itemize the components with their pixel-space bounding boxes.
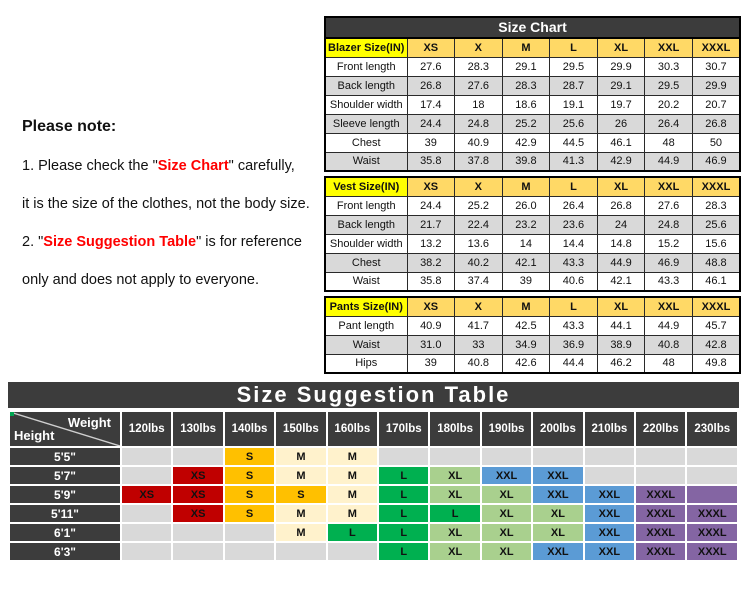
note-highlight-suggestion-table: Size Suggestion Table <box>43 234 197 250</box>
size-column-header: XS <box>407 38 455 57</box>
size-column-header: XXXL <box>692 38 740 57</box>
size-cell-l: L <box>378 523 429 542</box>
weight-header: 140lbs <box>224 411 275 447</box>
size-cell-empty <box>429 447 480 466</box>
measurement-value: 38.9 <box>597 335 645 354</box>
measurement-value: 33 <box>455 335 503 354</box>
section-header-row <box>325 297 740 316</box>
measurement-value: 25.2 <box>502 114 550 133</box>
measurement-value: 20.7 <box>692 95 740 114</box>
measurement-value: 41.7 <box>455 316 503 335</box>
height-axis-label: Height <box>14 428 55 443</box>
measurement-value: 48 <box>645 133 693 152</box>
size-cell-empty <box>327 542 378 561</box>
corner-cell <box>9 411 121 447</box>
measurement-value: 46.1 <box>597 133 645 152</box>
height-header: 6'3" <box>9 542 121 561</box>
measurement-value: 40.9 <box>455 133 503 152</box>
size-cell-xxxl: XXXL <box>635 542 686 561</box>
measurement-value: 15.2 <box>645 234 693 253</box>
measurement-value: 49.8 <box>692 354 740 373</box>
size-cell-l: L <box>429 504 480 523</box>
measurement-value: 34.9 <box>502 335 550 354</box>
size-cell-xxxl: XXXL <box>635 485 686 504</box>
measurement-label: Sleeve length <box>325 114 407 133</box>
section-header-row <box>325 177 740 196</box>
measurement-value: 41.3 <box>550 152 598 171</box>
measurement-value: 39 <box>502 272 550 291</box>
measurement-value: 29.9 <box>597 57 645 76</box>
size-cell-empty <box>121 504 172 523</box>
size-cell-xl: XL <box>481 542 532 561</box>
note-line-3 <box>22 233 326 251</box>
size-cell-empty <box>686 466 738 485</box>
measurement-row <box>325 316 740 335</box>
measurement-label: Shoulder width <box>325 95 407 114</box>
size-cell-empty <box>121 542 172 561</box>
size-column-header: XS <box>407 297 455 316</box>
measurement-value: 40.8 <box>645 335 693 354</box>
note-highlight-size-chart: Size Chart <box>157 158 229 174</box>
measurement-value: 43.3 <box>550 253 598 272</box>
size-column-header: XL <box>597 38 645 57</box>
size-cell-xl: XL <box>481 485 532 504</box>
measurement-value: 25.6 <box>550 114 598 133</box>
size-chart-section-2 <box>324 296 741 374</box>
measurement-value: 29.1 <box>502 57 550 76</box>
size-column-header: X <box>455 177 503 196</box>
section-header-row <box>325 38 740 57</box>
measurement-value: 26.0 <box>502 196 550 215</box>
size-cell-l: L <box>378 542 429 561</box>
size-cell-s: S <box>224 504 275 523</box>
measurement-value: 28.3 <box>455 57 503 76</box>
measurement-value: 39 <box>407 354 455 373</box>
note-line-2: it is the size of the clothes, not the body size. <box>22 196 310 212</box>
measurement-value: 31.0 <box>407 335 455 354</box>
size-cell-l: L <box>378 466 429 485</box>
size-chart <box>324 16 741 374</box>
size-column-header: X <box>455 297 503 316</box>
measurement-row <box>325 76 740 95</box>
measurement-value: 45.7 <box>692 316 740 335</box>
size-cell-empty <box>686 485 738 504</box>
height-header: 5'7" <box>9 466 121 485</box>
size-cell-xs: XS <box>172 466 223 485</box>
measurement-value: 35.8 <box>407 152 455 171</box>
measurement-value: 50 <box>692 133 740 152</box>
height-header: 6'1" <box>9 523 121 542</box>
measurement-value: 23.6 <box>550 215 598 234</box>
measurement-value: 26.4 <box>550 196 598 215</box>
size-cell-empty <box>378 447 429 466</box>
suggestion-body <box>9 411 738 561</box>
suggestion-row <box>9 523 738 542</box>
size-cell-xxxl: XXXL <box>635 504 686 523</box>
measurement-row <box>325 57 740 76</box>
size-cell-empty <box>121 447 172 466</box>
size-cell-xxl: XXL <box>481 466 532 485</box>
measurement-value: 28.3 <box>502 76 550 95</box>
suggestion-row <box>9 542 738 561</box>
measurement-value: 38.2 <box>407 253 455 272</box>
section-header-label: Vest Size(IN) <box>325 177 407 196</box>
size-cell-empty <box>584 466 635 485</box>
size-cell-s: S <box>224 466 275 485</box>
size-cell-xl: XL <box>429 542 480 561</box>
size-cell-xxxl: XXXL <box>686 542 738 561</box>
measurement-label: Chest <box>325 133 407 152</box>
measurement-value: 18.6 <box>502 95 550 114</box>
measurement-value: 42.6 <box>502 354 550 373</box>
measurement-value: 30.7 <box>692 57 740 76</box>
suggestion-row <box>9 485 738 504</box>
size-column-header: L <box>550 38 598 57</box>
size-cell-m: M <box>327 466 378 485</box>
measurement-value: 43.3 <box>550 316 598 335</box>
size-cell-xxl: XXL <box>584 542 635 561</box>
size-chart-title: Size Chart <box>324 16 741 37</box>
measurement-value: 24.8 <box>645 215 693 234</box>
weight-header: 160lbs <box>327 411 378 447</box>
size-cell-xxl: XXL <box>584 523 635 542</box>
measurement-value: 29.5 <box>645 76 693 95</box>
measurement-value: 46.2 <box>597 354 645 373</box>
size-chart-section-1 <box>324 176 741 292</box>
size-cell-empty <box>172 523 223 542</box>
measurement-value: 48 <box>645 354 693 373</box>
measurement-row <box>325 335 740 354</box>
measurement-value: 40.6 <box>550 272 598 291</box>
weight-axis-label: Weight <box>67 415 111 430</box>
measurement-value: 35.8 <box>407 272 455 291</box>
measurement-value: 26.8 <box>692 114 740 133</box>
note-line-4: only and does not apply to everyone. <box>22 272 259 288</box>
size-column-header: X <box>455 38 503 57</box>
measurement-value: 29.1 <box>597 76 645 95</box>
measurement-value: 13.2 <box>407 234 455 253</box>
size-cell-empty <box>584 447 635 466</box>
measurement-value: 30.3 <box>645 57 693 76</box>
size-column-header: XXL <box>645 38 693 57</box>
measurement-row <box>325 234 740 253</box>
measurement-value: 39.8 <box>502 152 550 171</box>
note-text: " is for reference <box>196 234 302 250</box>
measurement-row <box>325 215 740 234</box>
suggestion-title: Size Suggestion Table <box>8 382 739 408</box>
measurement-label: Waist <box>325 272 407 291</box>
size-cell-m: M <box>275 447 326 466</box>
measurement-row <box>325 152 740 171</box>
measurement-value: 37.4 <box>455 272 503 291</box>
size-column-header: XXL <box>645 297 693 316</box>
measurement-value: 39 <box>407 133 455 152</box>
weight-header: 130lbs <box>172 411 223 447</box>
note-text: 1. Please check the " <box>22 158 158 174</box>
measurement-value: 24.4 <box>407 196 455 215</box>
size-cell-xl: XL <box>429 485 480 504</box>
measurement-row <box>325 354 740 373</box>
size-cell-m: M <box>327 504 378 523</box>
section-header-label: Blazer Size(IN) <box>325 38 407 57</box>
size-chart-section-0 <box>324 37 741 172</box>
measurement-value: 42.1 <box>502 253 550 272</box>
measurement-value: 44.9 <box>645 316 693 335</box>
size-column-header: XXXL <box>692 177 740 196</box>
size-column-header: L <box>550 297 598 316</box>
weight-header: 180lbs <box>429 411 480 447</box>
suggestion-grid <box>8 410 739 562</box>
measurement-value: 15.6 <box>692 234 740 253</box>
size-cell-empty <box>224 542 275 561</box>
weight-header: 210lbs <box>584 411 635 447</box>
measurement-label: Waist <box>325 335 407 354</box>
size-cell-xxxl: XXXL <box>635 523 686 542</box>
measurement-value: 42.1 <box>597 272 645 291</box>
weight-header: 120lbs <box>121 411 172 447</box>
size-cell-xs: XS <box>121 485 172 504</box>
size-cell-xxl: XXL <box>532 542 583 561</box>
weight-header: 190lbs <box>481 411 532 447</box>
measurement-label: Back length <box>325 215 407 234</box>
measurement-value: 29.9 <box>692 76 740 95</box>
size-column-header: XS <box>407 177 455 196</box>
size-cell-empty <box>481 447 532 466</box>
measurement-value: 37.8 <box>455 152 503 171</box>
size-cell-m: M <box>275 466 326 485</box>
size-cell-empty <box>172 542 223 561</box>
section-header-label: Pants Size(IN) <box>325 297 407 316</box>
measurement-value: 28.7 <box>550 76 598 95</box>
size-cell-empty <box>275 542 326 561</box>
note-text: " carefully, <box>228 158 295 174</box>
size-cell-m: M <box>327 447 378 466</box>
size-cell-xxl: XXL <box>532 485 583 504</box>
measurement-label: Front length <box>325 196 407 215</box>
measurement-value: 13.6 <box>455 234 503 253</box>
size-cell-xl: XL <box>532 504 583 523</box>
size-chart-sections <box>324 37 741 374</box>
size-cell-empty <box>686 447 738 466</box>
weight-header: 170lbs <box>378 411 429 447</box>
measurement-row <box>325 272 740 291</box>
measurement-value: 21.7 <box>407 215 455 234</box>
measurement-value: 26 <box>597 114 645 133</box>
measurement-value: 27.6 <box>645 196 693 215</box>
size-cell-m: M <box>327 485 378 504</box>
measurement-value: 46.9 <box>692 152 740 171</box>
measurement-value: 36.9 <box>550 335 598 354</box>
size-column-header: XXXL <box>692 297 740 316</box>
size-cell-xxl: XXL <box>532 466 583 485</box>
height-header: 5'9" <box>9 485 121 504</box>
size-cell-xl: XL <box>429 523 480 542</box>
measurement-value: 40.2 <box>455 253 503 272</box>
size-cell-l: L <box>378 504 429 523</box>
size-cell-xl: XL <box>429 466 480 485</box>
measurement-value: 22.4 <box>455 215 503 234</box>
measurement-value: 42.8 <box>692 335 740 354</box>
measurement-row <box>325 114 740 133</box>
size-cell-xs: XS <box>172 485 223 504</box>
note-line-1 <box>22 157 326 175</box>
size-cell-empty <box>224 523 275 542</box>
measurement-value: 42.5 <box>502 316 550 335</box>
size-cell-l: L <box>327 523 378 542</box>
measurement-label: Chest <box>325 253 407 272</box>
measurement-value: 44.1 <box>597 316 645 335</box>
measurement-row <box>325 95 740 114</box>
measurement-value: 26.8 <box>407 76 455 95</box>
measurement-value: 40.9 <box>407 316 455 335</box>
measurement-value: 46.1 <box>692 272 740 291</box>
measurement-value: 44.5 <box>550 133 598 152</box>
measurement-value: 44.4 <box>550 354 598 373</box>
size-cell-m: M <box>275 504 326 523</box>
size-column-header: XL <box>597 297 645 316</box>
measurement-value: 43.3 <box>645 272 693 291</box>
measurement-value: 24 <box>597 215 645 234</box>
measurement-value: 46.9 <box>645 253 693 272</box>
measurement-value: 44.9 <box>597 253 645 272</box>
suggestion-header-row <box>9 411 738 447</box>
size-column-header: M <box>502 297 550 316</box>
note-text: 2. " <box>22 234 44 250</box>
height-header: 5'5" <box>9 447 121 466</box>
size-cell-empty <box>635 466 686 485</box>
size-cell-xxxl: XXXL <box>686 523 738 542</box>
size-cell-empty <box>532 447 583 466</box>
size-cell-xs: XS <box>172 504 223 523</box>
measurement-label: Hips <box>325 354 407 373</box>
measurement-value: 27.6 <box>407 57 455 76</box>
measurement-value: 29.5 <box>550 57 598 76</box>
measurement-value: 42.9 <box>597 152 645 171</box>
size-column-header: L <box>550 177 598 196</box>
size-suggestion-table <box>8 382 739 562</box>
measurement-value: 24.4 <box>407 114 455 133</box>
size-cell-xxl: XXL <box>584 485 635 504</box>
size-cell-empty <box>121 466 172 485</box>
measurement-value: 25.6 <box>692 215 740 234</box>
measurement-value: 14.8 <box>597 234 645 253</box>
measurement-value: 20.2 <box>645 95 693 114</box>
size-cell-s: S <box>224 485 275 504</box>
measurement-value: 40.8 <box>455 354 503 373</box>
size-cell-empty <box>172 447 223 466</box>
measurement-value: 26.4 <box>645 114 693 133</box>
measurement-value: 19.7 <box>597 95 645 114</box>
weight-header: 230lbs <box>686 411 738 447</box>
suggestion-row <box>9 466 738 485</box>
measurement-value: 44.9 <box>645 152 693 171</box>
measurement-label: Waist <box>325 152 407 171</box>
size-cell-l: L <box>378 485 429 504</box>
size-cell-xxxl: XXXL <box>686 504 738 523</box>
size-cell-empty <box>121 523 172 542</box>
measurement-row <box>325 133 740 152</box>
height-header: 5'11" <box>9 504 121 523</box>
suggestion-row <box>9 447 738 466</box>
measurement-row <box>325 253 740 272</box>
measurement-value: 24.8 <box>455 114 503 133</box>
measurement-value: 26.8 <box>597 196 645 215</box>
measurement-value: 23.2 <box>502 215 550 234</box>
note-block <box>22 118 326 309</box>
measurement-row <box>325 196 740 215</box>
weight-header: 220lbs <box>635 411 686 447</box>
note-title: Please note: <box>22 118 117 135</box>
measurement-value: 48.8 <box>692 253 740 272</box>
size-cell-xl: XL <box>481 523 532 542</box>
measurement-label: Back length <box>325 76 407 95</box>
size-column-header: M <box>502 177 550 196</box>
size-cell-xxl: XXL <box>584 504 635 523</box>
size-cell-xl: XL <box>532 523 583 542</box>
measurement-value: 25.2 <box>455 196 503 215</box>
weight-header: 150lbs <box>275 411 326 447</box>
corner-marker-icon <box>10 412 14 416</box>
suggestion-row <box>9 504 738 523</box>
measurement-value: 18 <box>455 95 503 114</box>
size-column-header: M <box>502 38 550 57</box>
weight-header: 200lbs <box>532 411 583 447</box>
size-cell-s: S <box>275 485 326 504</box>
size-cell-xl: XL <box>481 504 532 523</box>
measurement-value: 42.9 <box>502 133 550 152</box>
measurement-label: Pant length <box>325 316 407 335</box>
measurement-value: 14 <box>502 234 550 253</box>
measurement-value: 27.6 <box>455 76 503 95</box>
size-column-header: XL <box>597 177 645 196</box>
size-column-header: XXL <box>645 177 693 196</box>
size-cell-empty <box>635 447 686 466</box>
measurement-label: Shoulder width <box>325 234 407 253</box>
measurement-value: 14.4 <box>550 234 598 253</box>
size-cell-m: M <box>275 523 326 542</box>
measurement-value: 17.4 <box>407 95 455 114</box>
measurement-value: 19.1 <box>550 95 598 114</box>
size-cell-s: S <box>224 447 275 466</box>
measurement-value: 28.3 <box>692 196 740 215</box>
measurement-label: Front length <box>325 57 407 76</box>
